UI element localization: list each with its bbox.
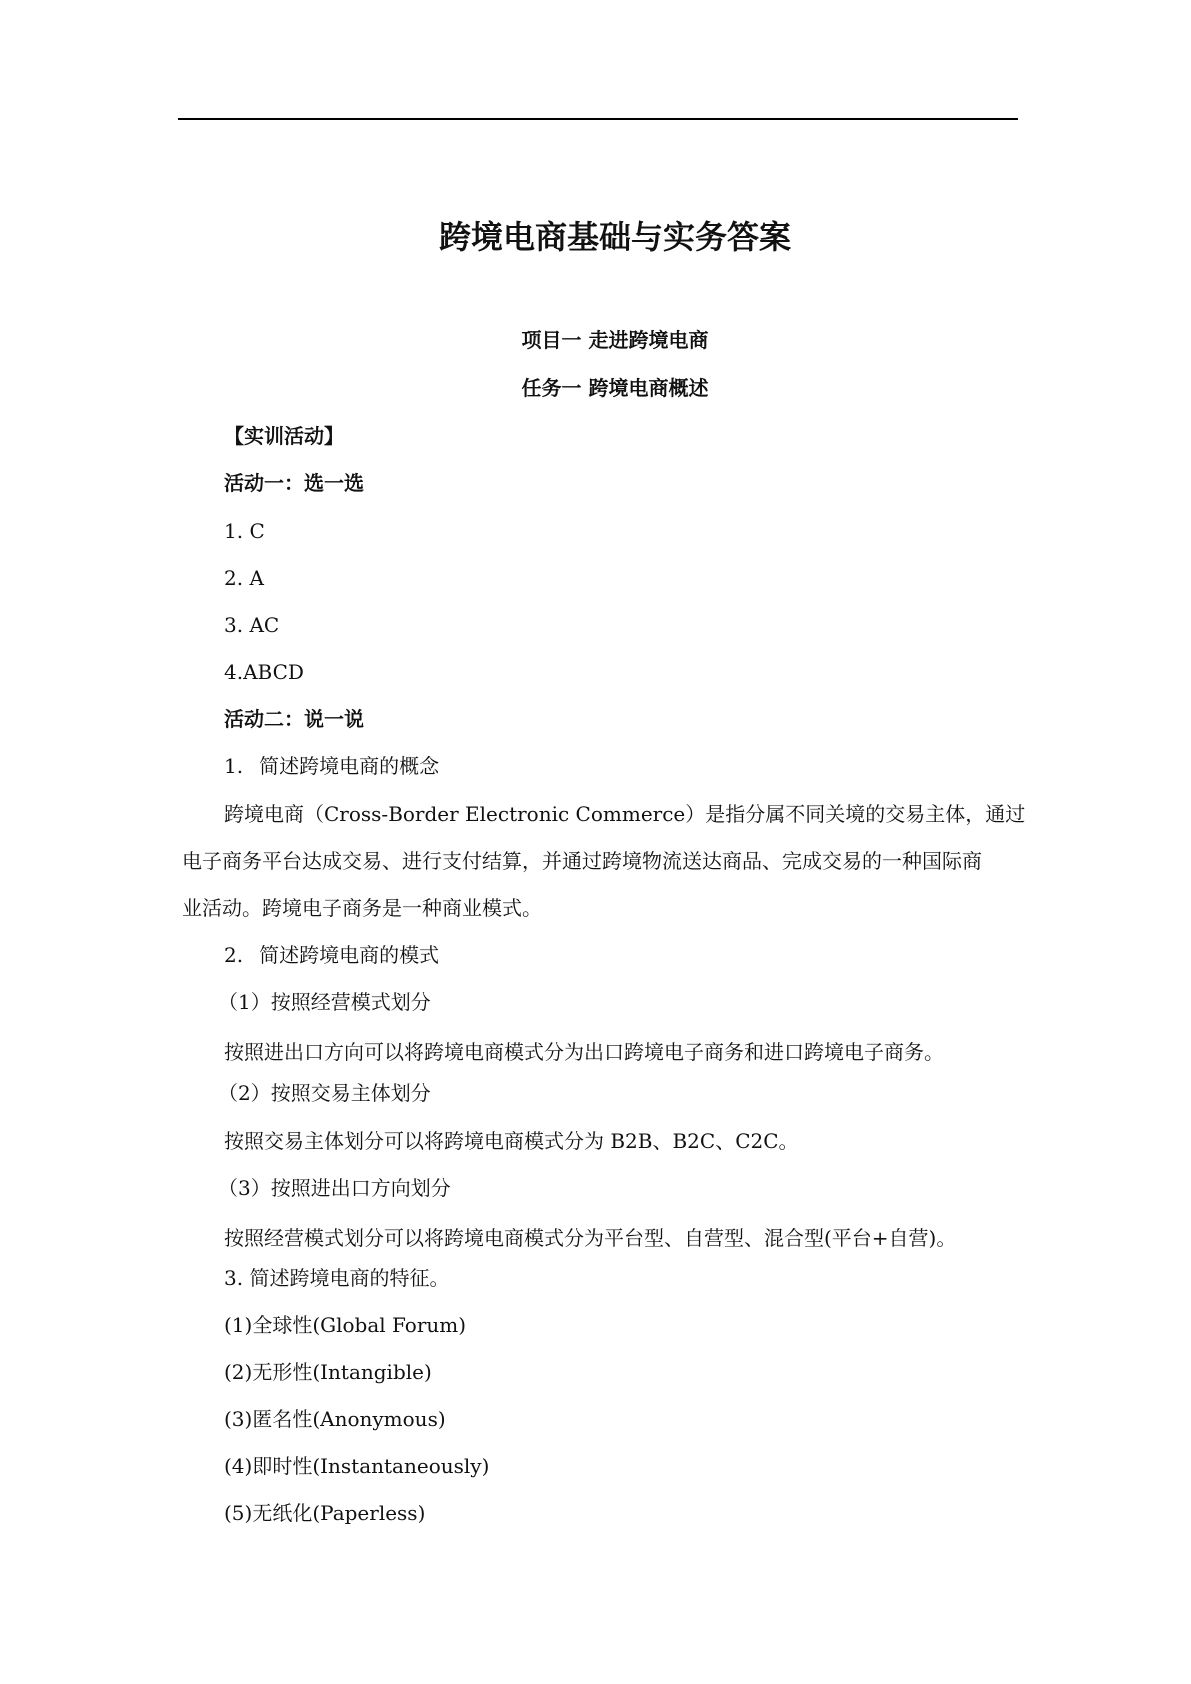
mode-text: 按照交易主体划分可以将跨境电商模式分为 B2B、B2C、C2C。: [224, 1129, 799, 1153]
feature-item: (1)全球性(Global Forum): [224, 1313, 467, 1337]
mode-text: 按照经营模式划分可以将跨境电商模式分为平台型、自营型、混合型(平台+自营)。: [224, 1226, 957, 1250]
feature-item: (3)匿名性(Anonymous): [224, 1407, 446, 1431]
mode-label: （2）按照交易主体划分: [218, 1081, 431, 1105]
paragraph-line: 业活动。跨境电子商务是一种商业模式。: [182, 896, 542, 920]
question-number: 2.: [224, 943, 244, 967]
question-1: [224, 752, 439, 780]
paragraph-line: 电子商务平台达成交易、进行支付结算，并通过跨境物流送达商品、完成交易的一种国际商: [182, 849, 982, 873]
feature-item: (4)即时性(Instantaneously): [224, 1454, 490, 1478]
training-label: 【实训活动】: [224, 424, 344, 448]
paragraph-line: 跨境电商（Cross-Border Electronic Commerce）是指分属不同关境的交易主体，通过: [224, 802, 1026, 826]
question-2: [224, 941, 439, 969]
activity1-heading: 活动一：选一选: [224, 471, 364, 495]
question-number: 1.: [224, 754, 244, 778]
question-text: 简述跨境电商的概念: [259, 754, 440, 778]
question-text: 简述跨境电商的模式: [259, 943, 440, 967]
answer-item: 4.ABCD: [224, 660, 304, 684]
activity2-heading: 活动二：说一说: [224, 707, 364, 731]
feature-item: (5)无纸化(Paperless): [224, 1501, 426, 1525]
document-title: 跨境电商基础与实务答案: [438, 218, 791, 256]
project-heading: 项目一 走进跨境电商: [521, 328, 709, 352]
answer-item: 2. A: [224, 566, 264, 590]
answer-item: 3. AC: [224, 613, 280, 637]
question-3-heading: 3. 简述跨境电商的特征。: [224, 1266, 450, 1290]
mode-text: 按照进出口方向可以将跨境电商模式分为出口跨境电子商务和进口跨境电子商务。: [224, 1040, 944, 1064]
mode-label: （3）按照进出口方向划分: [218, 1176, 451, 1200]
feature-item: (2)无形性(Intangible): [224, 1360, 432, 1384]
mode-label: （1）按照经营模式划分: [218, 990, 431, 1014]
header-rule: [178, 118, 1018, 120]
task-heading: 任务一 跨境电商概述: [521, 376, 709, 400]
answer-item: 1. C: [224, 519, 265, 543]
